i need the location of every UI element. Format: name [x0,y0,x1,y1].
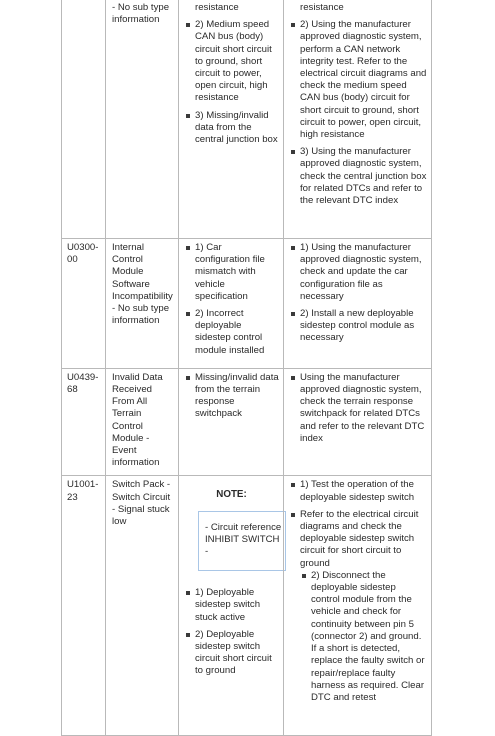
description-cell [106,0,179,239]
causes-cell [179,239,284,369]
description-text: Invalid Data Received From All Terrain Control Module - Event information [112,371,163,469]
dtc-code-cell [62,368,106,476]
list-item: 2) Install a new deployable sidestep control module as necessary [289,308,427,345]
table-row [62,239,432,369]
note-text: - Circuit reference INHIBIT SWITCH - [205,521,282,558]
actions-cell [284,476,432,736]
list-item: 2) Disconnect the deployable sidestep control module from the vehicle and check for continuity between pin 5 (connector 2) and ground. If a short is detected, replace the faulty switch or repair/replace faulty harness as required. Clear DTC and retest [300,570,427,704]
table-row [62,368,432,476]
dtc-code: U0439-68 [67,371,99,396]
list-item: 2) Medium speed CAN bus (body) circuit short circuit to ground, short circuit to power, open circuit, high resistance [184,19,279,104]
dtc-code: U1001-23 [67,479,99,503]
action-text: Refer to the electrical circuit diagrams and check the deployable sidestep switch circuit for short circuit to ground [300,508,419,569]
causes-cell [179,0,284,239]
description-cell [106,368,179,476]
description-cell [106,239,179,369]
list-item: 1) Car configuration file mismatch with vehicle specification [184,242,279,303]
dtc-code-cell [62,239,106,369]
list-item: 3) Using the manufacturer approved diagnostic system, check the central junction box for related DTCs and refer to the relevant DTC index [289,146,427,207]
causes-cell [179,476,284,736]
list-item: 2) Using the manufacturer approved diagnostic system, perform a CAN network integrity test. Refer to the electrical circuit diagrams and check the medium speed CAN bus (body) circuit for short circuit to ground, short circuit to power, open circuit, high resistance [289,19,427,141]
actions-cell [284,239,432,369]
dtc-code: U0300-00 [67,242,99,266]
actions-cell [284,0,432,239]
description-text: Switch Pack - Switch Circuit - Signal stuck low [112,479,171,528]
list-item: 1) Deployable sidestep switch stuck active [184,587,279,624]
list-item: 3) Missing/invalid data from the central junction box [184,110,279,147]
list-item: 2) Incorrect deployable sidestep control module installed [184,308,279,357]
list-item: 1) Test the operation of the deployable sidestep switch [289,479,427,503]
table-row [62,476,432,736]
dtc-table [61,0,432,736]
note-box [198,511,286,572]
list-item: Using the manufacturer approved diagnostic system, check the terrain response switchpack for related DTCs and refer to the relevant DTC index [289,372,427,445]
cause-text: resistance [195,2,239,13]
causes-cell [179,368,284,476]
list-item: 2) Deployable sidestep switch circuit short circuit to ground [184,629,279,678]
list-item: 1) Using the manufacturer approved diagnostic system, check and update the car configuration file as necessary [289,242,427,303]
dtc-code-cell [62,0,106,239]
description-text: Internal Control Module Software Incompatibility - No sub type information [112,242,173,327]
description-cell [106,476,179,736]
description-text: - No sub type information [112,2,170,26]
sub-list [300,570,427,704]
list-item [289,509,427,704]
actions-cell [284,368,432,476]
dtc-code-cell [62,476,106,736]
action-text: resistance [300,2,344,13]
note-title: NOTE: [216,489,247,501]
list-item: Missing/invalid data from the terrain response switchpack [184,372,279,421]
table-row [62,0,432,239]
